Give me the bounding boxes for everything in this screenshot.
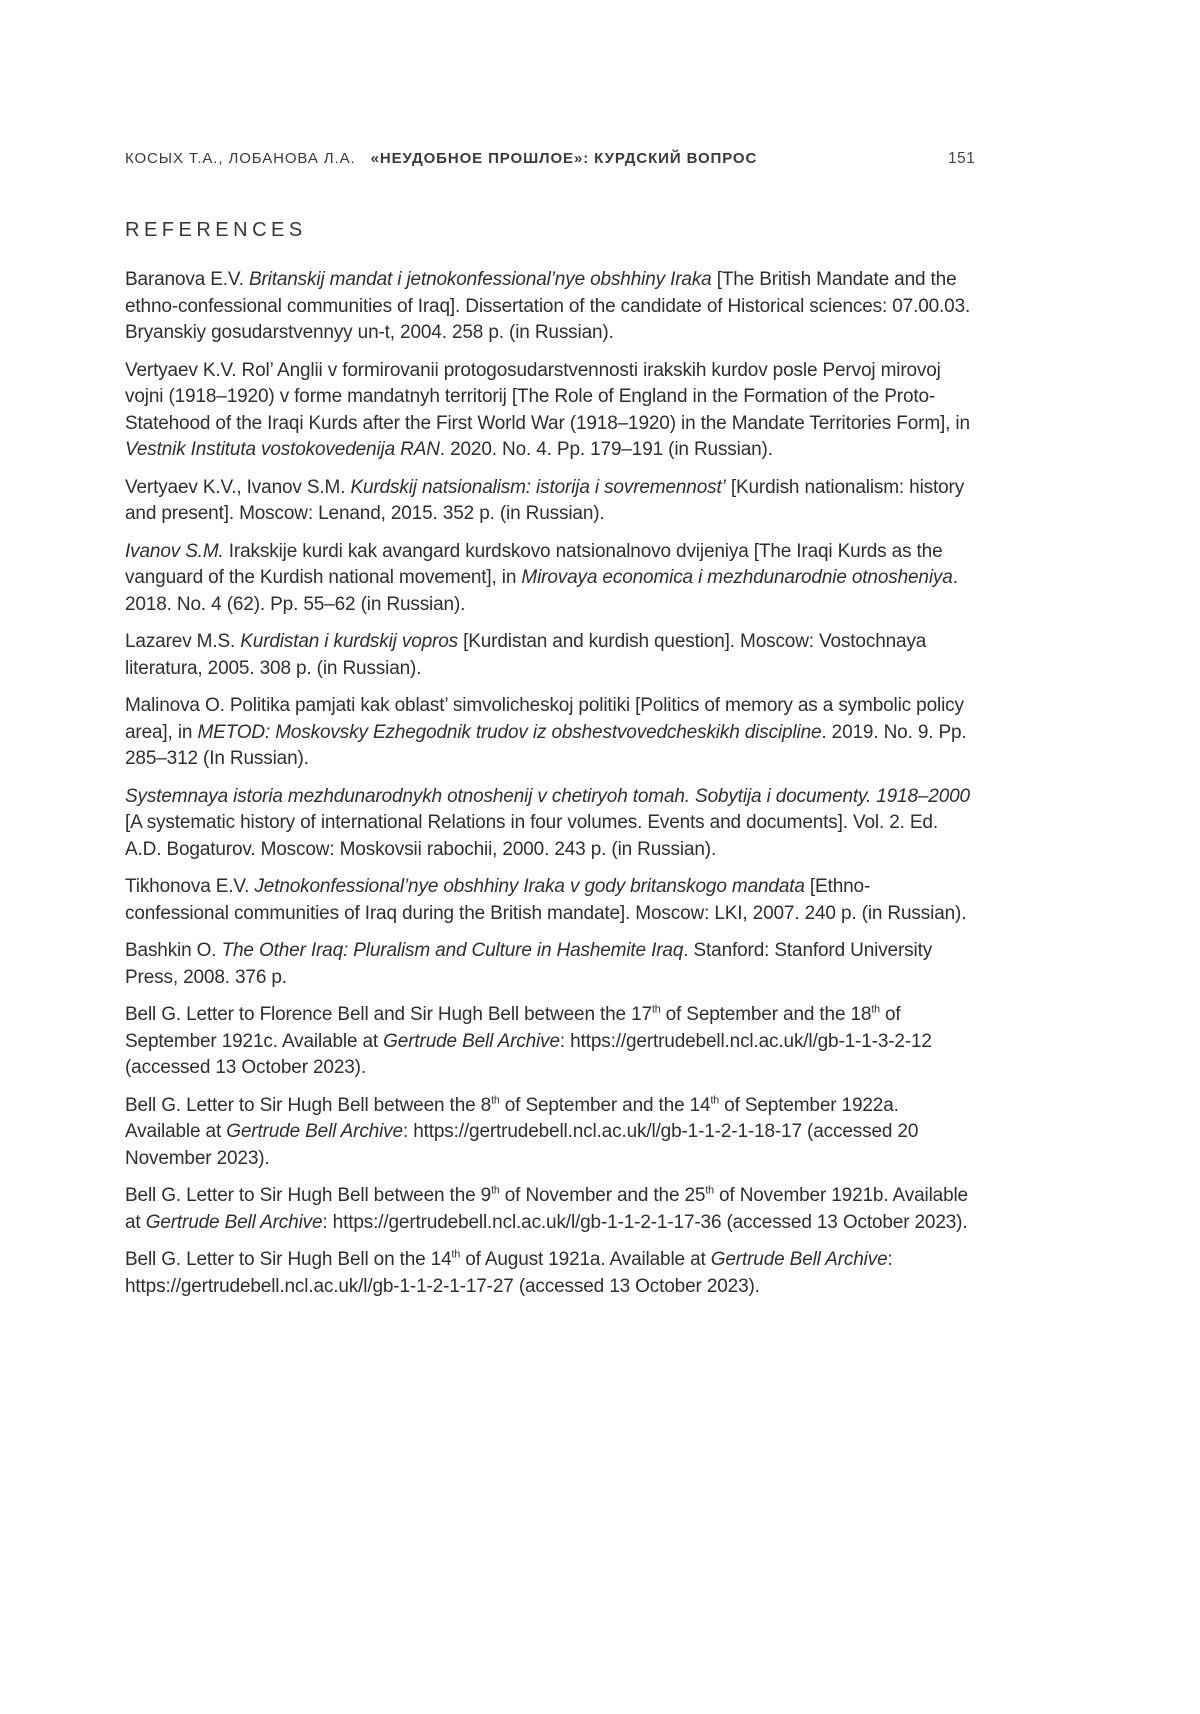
reference-title-segment: METOD: Moskovsky Ezhegodnik trudov iz obshestvovedcheskikh discipline [197,721,822,743]
reference-text-segment: Bell G. Letter to Sir Hugh Bell between the 9 [125,1185,492,1206]
reference-text-segment: : https://gertrudebell.ncl.ac.uk/l/gb-1-1-2-1-17-36 (accessed 13 October 2023). [322,1211,968,1233]
reference-item [125,784,973,864]
reference-title-segment: Vestnik Instituta vostokovedenija RAN [125,439,440,460]
reference-text-segment: Bell G. Letter to Sir Hugh Bell between the 8 [125,1094,492,1116]
reference-text-segment: [The British Mandate and the ethno-confessional communities of Iraq]. Dissertation of the candidate of Historical sciences: 07.00.03. Bryanskiy gosudarstvennyy un-t, 2004. 258 p. (in Russian). [125,269,971,343]
reference-title-segment: Kurdistan i kurdskij vopros [240,631,458,652]
reference-text-segment: . 2020. No. 4. Pp. 179–191 (in Russian). [439,439,773,460]
reference-text-segment: Lazarev M.S. [125,631,241,652]
reference-text-segment: of September 1921c. Available at [125,1004,901,1052]
reference-text-segment: Irakskije kurdi kak avangard kurdskovo natsionalnovo dvijeniya [The Iraqi Kurds as the vanguard of the Kurdish national movement], in [125,540,943,588]
reference-title-segment: Jetnokonfessional’nye obshhiny Iraka v gody britanskogo mandata [254,876,805,897]
reference-item [125,1002,973,1082]
reference-item [125,475,973,528]
ordinal-superscript: th [871,1003,880,1016]
reference-item [125,358,973,464]
reference-title-segment: Gertrude Bell Archive [226,1121,403,1142]
ordinal-superscript: th [710,1094,720,1107]
reference-text-segment: of November 1921b. Available at [125,1185,968,1233]
ordinal-superscript: th [705,1184,714,1197]
reference-text-segment: Baranova E.V. [125,269,249,290]
references-list [125,267,973,1311]
reference-title-segment: Ivanov S.M. [125,540,224,562]
running-header [125,150,945,167]
reference-title-segment: Britanskij mandat i jetnokonfessional’nye obshhiny Iraka [248,269,712,290]
ordinal-superscript: th [651,1003,661,1016]
reference-text-segment: Vertyaev K.V., Ivanov S.M. [125,476,351,498]
reference-text-segment: of August 1921a. Available at [460,1249,711,1270]
reference-item [125,267,973,347]
reference-title-segment: Systemnaya istoria mezhdunarodnykh otnoshenij v chetiryoh tomah. Sobytija i documenty. 1918–2000 [125,785,970,807]
reference-item [125,539,973,619]
reference-text-segment: Vertyaev K.V. Rol’ Anglii v formirovanii protogosudarstvennosti irakskih kurdov posle Pervoj mirovoj vojni (1918–1920) v forme mandatnyh territorij [The Role of England in the Formation of the Proto-Statehood of the Iraqi Kurds after the First World War (1918–1920) in the Mandate Territories Form], in [125,359,970,434]
reference-text-segment: Bashkin O. [125,940,222,961]
reference-item [125,1093,973,1173]
reference-text-segment: of September 1922a. Available at [125,1094,899,1142]
reference-text-segment: : https://gertrudebell.ncl.ac.uk/l/gb-1-1-2-1-18-17 (accessed 20 November 2023). [125,1121,919,1169]
reference-text-segment: . 2018. No. 4 (62). Pp. 55–62 (in Russian). [125,567,958,615]
reference-text-segment: of September and the 18 [660,1004,872,1025]
ordinal-superscript: th [451,1248,461,1261]
reference-text-segment: [Kurdish nationalism: history and present]. Moscow: Lenand, 2015. 352 p. (in Russian). [125,476,965,524]
reference-title-segment: Gertrude Bell Archive [710,1249,888,1270]
running-header-title: «НЕУДОБНОЕ ПРОШЛОЕ»: КУРДСКИЙ ВОПРОС [370,150,758,167]
reference-title-segment: Gertrude Bell Archive [145,1211,323,1233]
reference-text-segment: . 2019. No. 9. Pp. 285–312 (In Russian). [125,721,967,769]
reference-title-segment: The Other Iraq: Pluralism and Culture in Hashemite Iraq [221,940,684,961]
reference-text-segment: of September and the 14 [499,1094,711,1116]
reference-text-segment: [Ethno-confessional communities of Iraq during the British mandate]. Moscow: LKI, 2007. 240 p. (in Russian). [125,876,967,924]
reference-item [125,693,973,773]
reference-text-segment: of November and the 25 [499,1185,706,1206]
reference-text-segment: Bell G. Letter to Florence Bell and Sir Hugh Bell between the 17 [125,1004,652,1025]
reference-text-segment: : https://gertrudebell.ncl.ac.uk/l/gb-1-1-3-2-12 (accessed 13 October 2023). [125,1030,932,1078]
ordinal-superscript: th [491,1094,500,1107]
reference-text-segment: . Stanford: Stanford University Press, 2008. 376 p. [125,940,933,988]
reference-item [125,874,973,927]
reference-item [125,938,973,991]
reference-title-segment: Mirovaya economica i mezhdunarodnie otnosheniya [521,567,953,588]
running-header-authors: КОСЫХ Т.А., ЛОБАНОВА Л.А. [125,150,356,167]
reference-item [125,1247,973,1300]
ordinal-superscript: th [491,1184,500,1197]
reference-title-segment: Kurdskij natsionalism: istorija i sovremennost’ [350,476,726,498]
reference-text-segment: [A systematic history of international Relations in four volumes. Events and documents]. Vol. 2. Ed. A.D. Bogaturov. Moscow: Moskovsii rabochii, 2000. 243 p. (in Russian). [125,812,938,860]
reference-text-segment: [Kurdistan and kurdish question]. Moscow: Vostochnaya literatura, 2005. 308 p. (in Russian). [125,631,927,679]
reference-text-segment: Malinova O. Politika pamjati kak oblast’ simvolicheskoj politiki [Politics of memory as a symbolic policy area], in [125,695,964,743]
reference-text-segment: Tikhonova E.V. [125,876,255,897]
reference-item [125,629,973,682]
reference-text-segment: : https://gertrudebell.ncl.ac.uk/l/gb-1-1-2-1-17-27 (accessed 13 October 2023). [125,1249,893,1297]
reference-item [125,1183,973,1236]
reference-title-segment: Gertrude Bell Archive [383,1030,560,1052]
page-number: 151 [948,150,976,167]
reference-text-segment: Bell G. Letter to Sir Hugh Bell on the 14 [125,1249,452,1270]
references-heading: REFERENCES [125,219,307,241]
